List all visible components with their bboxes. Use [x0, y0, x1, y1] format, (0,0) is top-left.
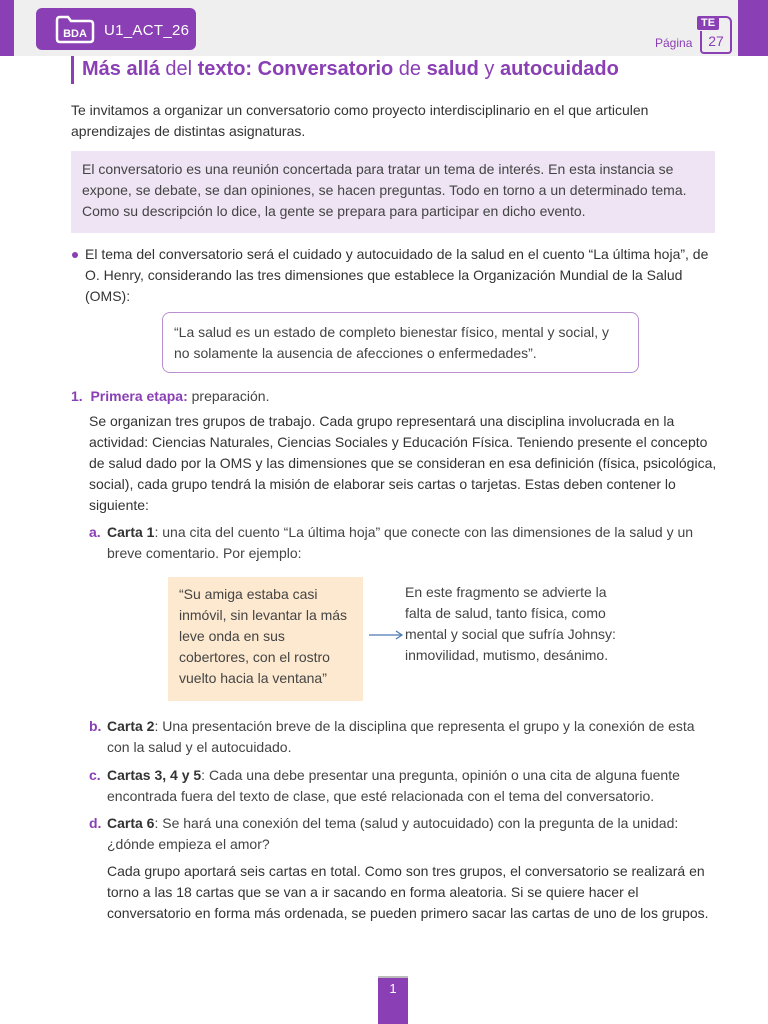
- definition-box: El conversatorio es una reunión concertada para tratar un tema de interés. En esta instancia se expone, se debate, se dan opiniones, se hacen preguntas. Todo en torno a un determinado tema. Como su descripción lo dice, la gente se prepara para participar en dicho evento.: [71, 151, 715, 233]
- page-title: [82, 58, 619, 81]
- item-a-bold: Carta 1: [107, 524, 155, 540]
- stage-heading: [71, 386, 269, 407]
- item-d-text: [107, 813, 707, 855]
- title-part: Más allá: [82, 58, 160, 80]
- example-comment: En este fragmento se advierte la falta de salud, tanto física, como mental y social que sufría Johnsy: inmovilidad, mutismo, desánimo.: [405, 584, 616, 663]
- item-d-desc: : Se hará una conexión del tema (salud y autocuidado) con la pregunta de la unidad: ¿dónde empieza el amor?: [107, 815, 679, 852]
- intro-paragraph: Te invitamos a organizar un conversatorio como proyecto interdisciplinario en el que articulen aprendizajes de distintas asignaturas.: [71, 102, 649, 139]
- title-accent-bar: [71, 56, 74, 84]
- item-a-desc: : una cita del cuento “La última hoja” que conecte con las dimensiones de la salud y un breve comentario. Por ejemplo:: [107, 524, 694, 561]
- title-part: y: [478, 58, 500, 80]
- item-a-text: [107, 522, 717, 564]
- folder-icon: [54, 14, 96, 44]
- logo-text: BDA: [63, 28, 87, 40]
- page-number: 27: [700, 31, 732, 54]
- page-box-corner: [718, 16, 732, 32]
- bullet-icon: [72, 252, 78, 258]
- item-letter-d: d.: [89, 815, 102, 831]
- item-letter-a: a.: [89, 524, 101, 540]
- item-c-text: [107, 765, 722, 807]
- oms-quote-box: “La salud es un estado de completo bienestar físico, mental y social, y no solamente la ausencia de afecciones o enfermedades”.: [162, 312, 639, 373]
- example-quote-box: “Su amiga estaba casi inmóvil, sin levantar la más leve onda en sus cobertores, con el rostro vuelto hacia la ventana”: [168, 577, 363, 701]
- item-letter-b: b.: [89, 718, 102, 734]
- item-c-bold: Cartas 3, 4 y 5: [107, 767, 202, 783]
- item-d-bold: Carta 6: [107, 815, 155, 831]
- te-badge: TE: [697, 16, 719, 30]
- footer-page-number: 1: [378, 978, 408, 1024]
- topic-bullet: El tema del conversatorio será el cuidado y autocuidado de la salud en el cuento “La última hoja”, de O. Henry, considerando las tres dimensiones que establece la Organización Mundial de la Salud (OMS):: [85, 246, 709, 304]
- activity-code: U1_ACT_26: [104, 22, 190, 39]
- header-accent-right: [738, 0, 768, 56]
- arrow-right-icon: [368, 628, 404, 642]
- title-part: del: [159, 58, 198, 80]
- page-label: Página: [655, 36, 693, 50]
- title-part: texto: Conversatorio: [197, 58, 394, 80]
- item-letter-c: c.: [89, 767, 101, 783]
- item-c-desc: : Cada una debe presentar una pregunta, opinión o una cita de alguna fuente encontrada fuera del texto de clase, que esté relacionada con el tema del conversatorio.: [107, 767, 680, 804]
- item-b-bold: Carta 2: [107, 718, 155, 734]
- header-accent-left: [0, 0, 14, 56]
- stage-label: Primera etapa:: [90, 388, 188, 404]
- stage-number: 1.: [71, 388, 83, 404]
- title-part: salud: [426, 58, 479, 80]
- title-part: de: [393, 58, 427, 80]
- title-part: autocuidado: [499, 58, 619, 80]
- item-b-desc: : Una presentación breve de la disciplina que representa el grupo y la conexión de esta con la salud y el autocuidado.: [107, 718, 695, 755]
- item-b-text: [107, 716, 717, 758]
- closing-paragraph: Cada grupo aportará seis cartas en total. Como son tres grupos, el conversatorio se realizará en torno a las 18 cartas que se van a ir sacando en forma aleatoria. Si se quiere hacer el conversatorio en forma más ordenada, se pueden primero sacar las cartas de uno de los grupos.: [107, 863, 709, 921]
- stage-body: Se organizan tres grupos de trabajo. Cada grupo representará una disciplina involucrada en la actividad: Ciencias Naturales, Ciencias Sociales y Educación Física. Teniendo presente el concepto de salud dado por la OMS y las dimensiones que se consideran en esa definición (física, psicológica, social), cada grupo tendrá la misión de elaborar seis cartas o tarjetas. Estas deben contener lo siguiente:: [89, 413, 717, 513]
- stage-label-rest: preparación.: [187, 388, 270, 404]
